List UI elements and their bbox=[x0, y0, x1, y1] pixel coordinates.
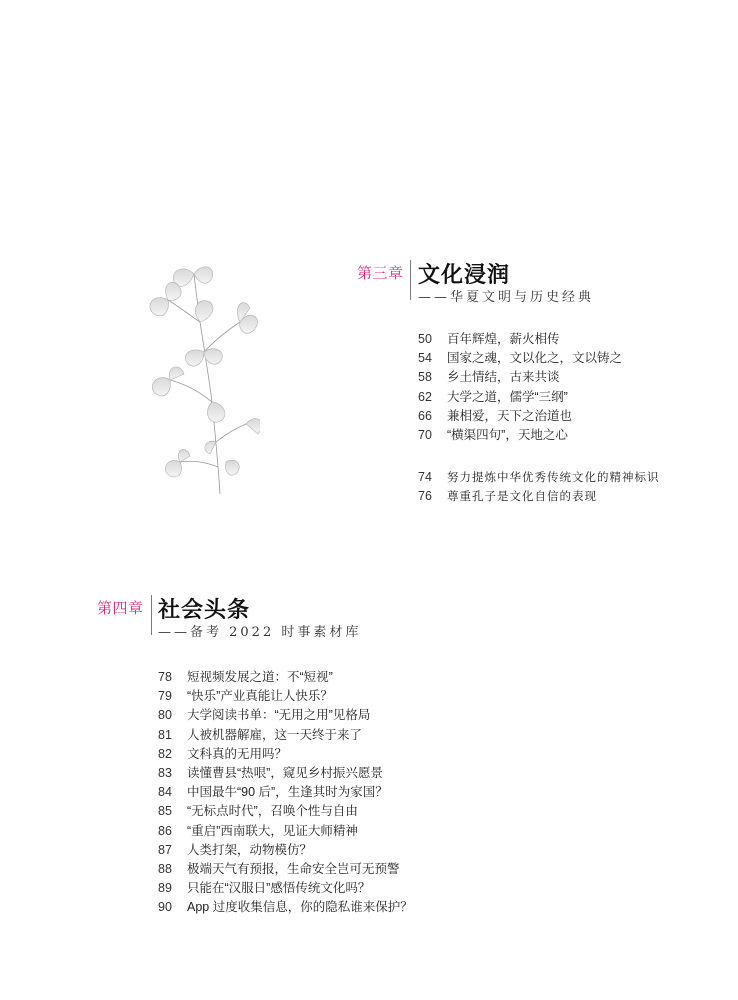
toc-entry[interactable] bbox=[418, 388, 622, 407]
toc-entry-title: 国家之魂，文以化之，文以铸之 bbox=[447, 351, 623, 366]
toc-entry-title: 尊重孔子是文化自信的表现 bbox=[447, 489, 597, 504]
toc-entry-title: “快乐”产业真能让人快乐？ bbox=[187, 689, 333, 704]
chapter-4-subtitle: ——备考 2022 时事素材库 bbox=[158, 625, 362, 640]
toc-entry-title: “无标点时代”，召唤个性与自由 bbox=[187, 804, 358, 819]
toc-page-number: 78 bbox=[158, 670, 172, 684]
toc-entry[interactable] bbox=[158, 802, 413, 821]
toc-page-number: 88 bbox=[158, 861, 172, 876]
toc-entry-title: 人被机器解雇，这一天终于来了 bbox=[187, 727, 363, 742]
chapter-3-subtitle: ——华夏文明与历史经典 bbox=[418, 290, 595, 305]
toc-entry-title: 人类打架，动物模仿？ bbox=[187, 842, 313, 857]
toc-entry-title: 只能在“汉服日”感悟传统文化吗？ bbox=[187, 881, 371, 896]
toc-entry-title: “横渠四句”，天地之心 bbox=[447, 427, 568, 442]
toc-entry[interactable] bbox=[158, 841, 413, 860]
toc-page-number: 62 bbox=[418, 389, 432, 404]
toc-entry-title: 中国最牛“90 后”，生逢其时为家国？ bbox=[187, 785, 388, 800]
toc-entry-title: 文科真的无用吗？ bbox=[187, 746, 288, 761]
toc-entry[interactable] bbox=[158, 898, 413, 917]
chapter-3-special-toc bbox=[418, 468, 660, 506]
toc-entry[interactable] bbox=[158, 879, 413, 898]
toc-entry[interactable] bbox=[418, 368, 622, 387]
toc-entry-title: 短视频发展之道：不“短视” bbox=[187, 670, 333, 684]
toc-entry[interactable] bbox=[158, 745, 413, 764]
chapter-3-label: 第三章 bbox=[357, 265, 404, 282]
toc-page-number: 79 bbox=[158, 689, 172, 704]
toc-entry-title: “重启”西南联大，见证大师精神 bbox=[187, 823, 358, 838]
toc-entry[interactable] bbox=[418, 426, 622, 445]
toc-page-number: 86 bbox=[158, 823, 172, 838]
chapter-3-divider bbox=[410, 260, 411, 300]
ginkgo-branch-illustration bbox=[140, 262, 260, 502]
toc-entry[interactable] bbox=[158, 706, 413, 725]
toc-page-number: 89 bbox=[158, 881, 172, 896]
chapter-4-toc bbox=[158, 668, 413, 917]
toc-entry[interactable] bbox=[158, 822, 413, 841]
toc-page-number: 80 bbox=[158, 708, 172, 723]
toc-page-number: 90 bbox=[158, 900, 172, 915]
toc-entry-title: 大学阅读书单：“无用之用”见格局 bbox=[187, 708, 371, 723]
toc-page-number: 58 bbox=[418, 370, 432, 385]
toc-entry[interactable] bbox=[158, 860, 413, 879]
toc-page-number: 70 bbox=[418, 427, 432, 442]
toc-page-number: 83 bbox=[158, 765, 172, 780]
chapter-3-toc bbox=[418, 330, 622, 445]
toc-page-number: 54 bbox=[418, 351, 432, 366]
toc-page-number: 85 bbox=[158, 804, 172, 819]
toc-entry-title: App 过度收集信息，你的隐私谁来保护？ bbox=[187, 900, 413, 915]
toc-entry[interactable] bbox=[158, 687, 413, 706]
toc-entry-title: 努力提炼中华优秀传统文化的精神标识 bbox=[447, 470, 660, 484]
toc-page-number: 87 bbox=[158, 842, 172, 857]
toc-entry-title: 百年辉煌，薪火相传 bbox=[447, 332, 560, 346]
toc-entry[interactable] bbox=[158, 668, 413, 687]
toc-entry[interactable] bbox=[418, 468, 660, 487]
toc-entry[interactable] bbox=[418, 349, 622, 368]
toc-page-number: 84 bbox=[158, 785, 172, 800]
toc-entry[interactable] bbox=[158, 726, 413, 745]
toc-entry[interactable] bbox=[418, 407, 622, 426]
toc-entry-title: 兼相爱，天下之治道也 bbox=[447, 408, 573, 423]
toc-entry[interactable] bbox=[158, 764, 413, 783]
toc-page-number: 81 bbox=[158, 727, 172, 742]
chapter-4-title: 社会头条 bbox=[158, 597, 251, 622]
toc-page-number: 66 bbox=[418, 408, 432, 423]
toc-entry[interactable] bbox=[158, 783, 413, 802]
chapter-4-divider bbox=[151, 595, 152, 635]
chapter-3-title: 文化浸润 bbox=[418, 262, 511, 287]
toc-entry-title: 乡土情结，古来共谈 bbox=[447, 370, 560, 385]
toc-entry[interactable] bbox=[418, 487, 660, 506]
toc-entry-title: 大学之道，儒学“三纲” bbox=[447, 389, 568, 404]
chapter-4-label: 第四章 bbox=[97, 600, 144, 617]
toc-page-number: 76 bbox=[418, 489, 432, 504]
toc-entry[interactable] bbox=[418, 330, 622, 349]
toc-entry-title: 读懂曹县“热哏”，窥见乡村振兴愿景 bbox=[187, 765, 383, 780]
toc-page-number: 50 bbox=[418, 332, 432, 346]
toc-entry-title: 极端天气有预报，生命安全岂可无预警 bbox=[187, 861, 400, 876]
toc-page-number: 82 bbox=[158, 746, 172, 761]
toc-page-number: 74 bbox=[418, 470, 432, 484]
